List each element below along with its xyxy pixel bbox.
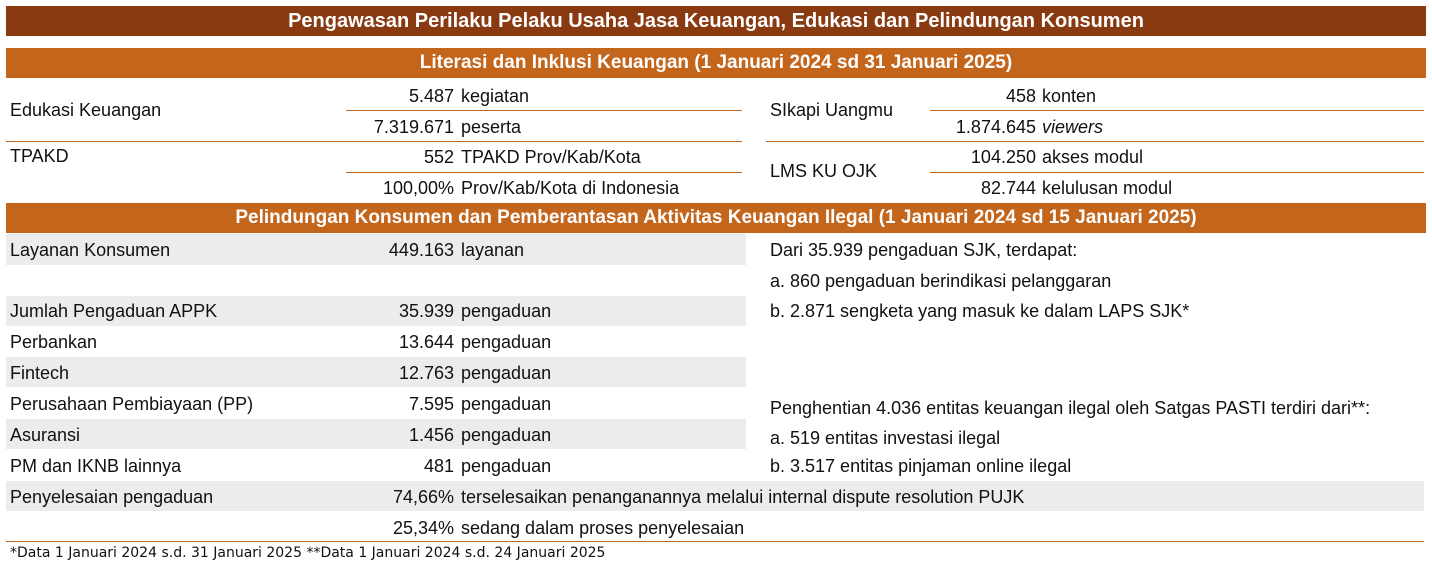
sikapi-value-1: 458 <box>1005 86 1036 106</box>
layanan-value: 449.163 <box>388 240 454 260</box>
edukasi-value-2: 7.319.671 <box>373 117 454 137</box>
layanan-label: Layanan Konsumen <box>10 240 171 260</box>
pengaduan-unit: pengaduan <box>461 425 552 445</box>
pengaduan-label: Perbankan <box>10 332 98 352</box>
edukasi-label: Edukasi Keuangan <box>10 100 162 120</box>
edukasi-unit-2: peserta <box>461 117 522 137</box>
tpakd-label: TPAKD <box>10 146 69 166</box>
pengaduan-unit: pengaduan <box>461 301 552 321</box>
lmsku-value-2: 82.744 <box>980 178 1036 198</box>
tpakd-value-2: 100,00% <box>382 178 454 198</box>
lmsku-unit-2: kelulusan modul <box>1042 178 1173 198</box>
divider <box>6 141 742 142</box>
penyelesaian-text-2: sedang dalam proses penyelesaian <box>461 518 745 538</box>
divider <box>6 541 1424 542</box>
sikapi-unit-2: viewers <box>1042 117 1104 137</box>
pengaduan-value: 12.763 <box>398 363 454 383</box>
section-header-literasi: Literasi dan Inklusi Keuangan (1 Januari 2024 sd 31 Januari 2025) <box>6 48 1426 78</box>
pengaduan-label: Perusahaan Pembiayaan (PP) <box>10 394 254 414</box>
pengaduan-value: 481 <box>423 456 454 476</box>
divider <box>346 172 742 173</box>
tpakd-value-1: 552 <box>423 147 454 167</box>
penyelesaian-text-1: terselesaikan penanganannya melalui internal dispute resolution PUJK <box>461 487 1025 507</box>
divider <box>930 172 1424 173</box>
sikapi-unit-1: konten <box>1042 86 1097 106</box>
info-line: a. 860 pengaduan berindikasi pelanggaran <box>770 271 1112 291</box>
lmsku-label: LMS KU OJK <box>770 161 878 181</box>
info-line: b. 3.517 entitas pinjaman online ilegal <box>770 456 1072 476</box>
section-header-pelindungan: Pelindungan Konsumen dan Pemberantasan Aktivitas Keuangan Ilegal (1 Januari 2024 sd 15 Januari 2025) <box>6 203 1426 233</box>
divider <box>930 110 1424 111</box>
footnote: *Data 1 Januari 2024 s.d. 31 Januari 2025 **Data 1 Januari 2024 s.d. 24 Januari 2025 <box>10 545 606 561</box>
pengaduan-unit: pengaduan <box>461 363 552 383</box>
divider <box>346 110 742 111</box>
info-line: a. 519 entitas investasi ilegal <box>770 428 1001 448</box>
lmsku-value-1: 104.250 <box>970 147 1036 167</box>
lmsku-unit-1: akses modul <box>1042 147 1144 167</box>
layanan-unit: layanan <box>461 240 525 260</box>
penyelesaian-value-1: 74,66% <box>392 487 454 507</box>
pengaduan-value: 1.456 <box>408 425 454 445</box>
info-line: b. 2.871 sengketa yang masuk ke dalam LAPS SJK* <box>770 301 1190 321</box>
edukasi-value-1: 5.487 <box>408 86 454 106</box>
pengaduan-label: PM dan IKNB lainnya <box>10 456 182 476</box>
sikapi-label: SIkapi Uangmu <box>770 100 894 120</box>
pengaduan-value: 35.939 <box>398 301 454 321</box>
pengaduan-value: 7.595 <box>408 394 454 414</box>
pengaduan-label: Asuransi <box>10 425 81 445</box>
pengaduan-label: Fintech <box>10 363 70 383</box>
penyelesaian-label: Penyelesaian pengaduan <box>10 487 214 507</box>
info-line: Dari 35.939 pengaduan SJK, terdapat: <box>770 240 1078 260</box>
pengaduan-unit: pengaduan <box>461 394 552 414</box>
pengaduan-value: 13.644 <box>398 332 454 352</box>
page-title: Pengawasan Perilaku Pelaku Usaha Jasa Keuangan, Edukasi dan Pelindungan Konsumen <box>6 6 1426 36</box>
info-line: Penghentian 4.036 entitas keuangan ilegal oleh Satgas PASTI terdiri dari**: <box>770 398 1371 418</box>
pengaduan-unit: pengaduan <box>461 456 552 476</box>
tpakd-unit-2: Prov/Kab/Kota di Indonesia <box>461 178 680 198</box>
pengaduan-unit: pengaduan <box>461 332 552 352</box>
tpakd-unit-1: TPAKD Prov/Kab/Kota <box>461 147 641 167</box>
edukasi-unit-1: kegiatan <box>461 86 530 106</box>
divider <box>766 141 1424 142</box>
pengaduan-label: Jumlah Pengaduan APPK <box>10 301 218 321</box>
penyelesaian-value-2: 25,34% <box>392 518 454 538</box>
sikapi-value-2: 1.874.645 <box>955 117 1036 137</box>
